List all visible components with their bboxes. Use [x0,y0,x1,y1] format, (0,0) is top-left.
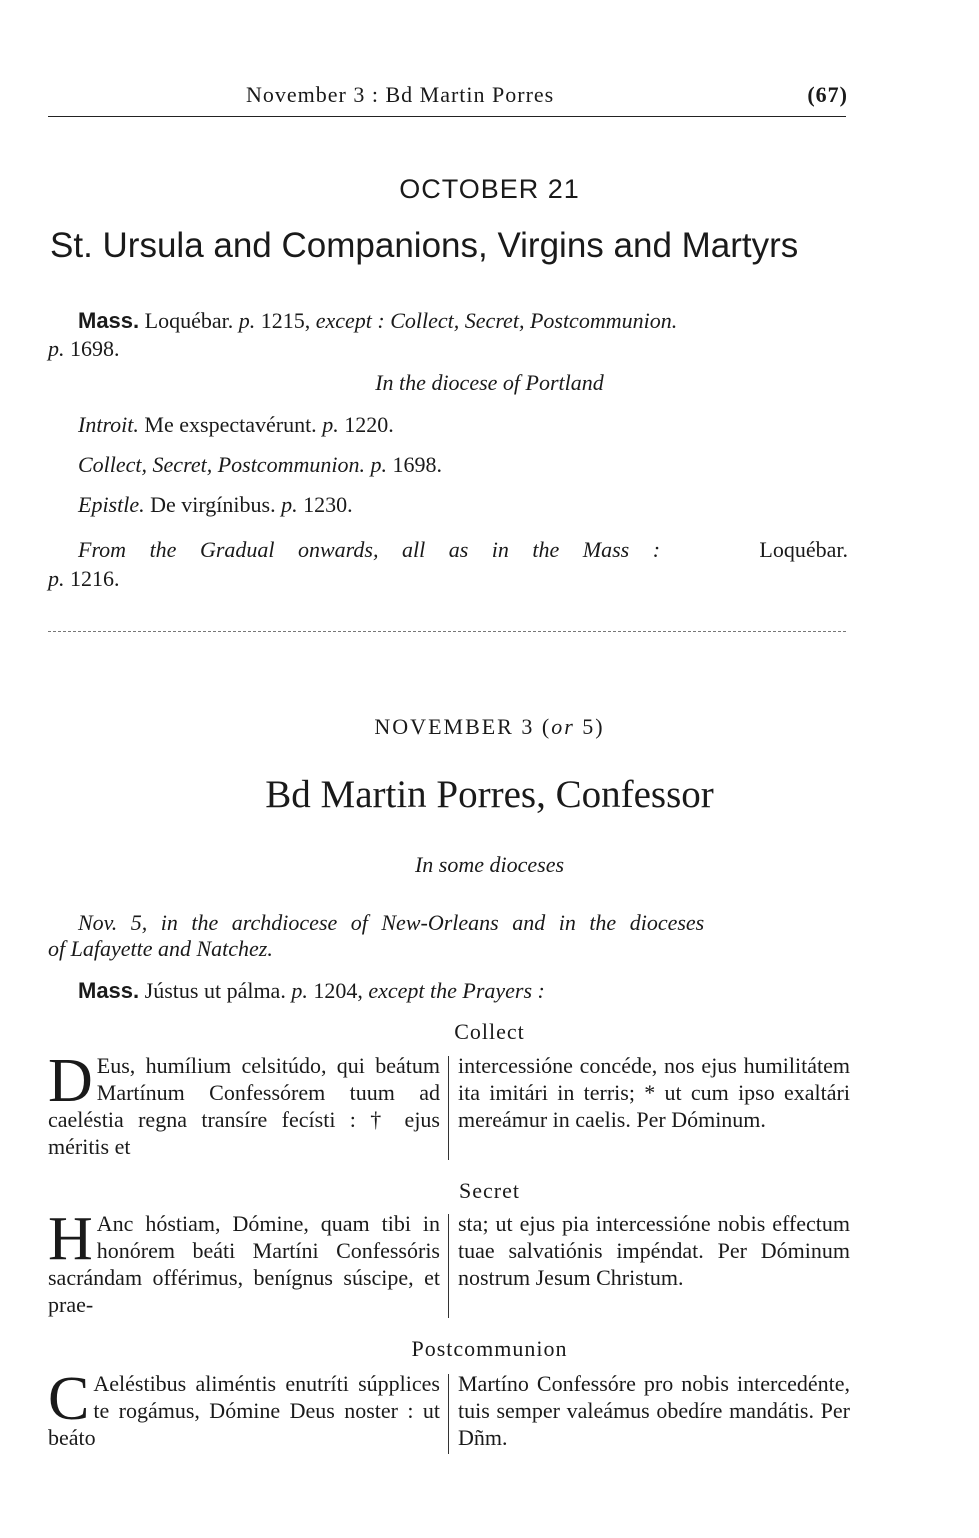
date-or: or [551,714,575,739]
postcommunion-heading: Postcommunion [411,1336,568,1361]
postcommunion-left-text: Aeléstibus aliméntis enutríti súpplices te rogámus, Dómine Deus noster : ut beáto [48,1371,440,1450]
november-date [0,714,979,740]
drop-capital: D [48,1047,93,1115]
collect-secret-label: Collect, Secret, Postcommunion. p. [78,452,387,477]
page-ref: 1216. [64,566,120,591]
october-feast-title: St. Ursula and Companions, Virgins and Martyrs [50,226,799,265]
drop-capital: H [48,1205,93,1273]
november-feast-title: Bd Martin Porres, Confessor [265,773,714,816]
page-abbrev: p. [322,412,339,437]
running-head [48,82,848,112]
postcommunion-text [48,1365,850,1456]
page-abbrev: p. [48,566,65,591]
mass-exceptions: except the Prayers : [368,978,545,1003]
drop-capital: C [48,1365,90,1433]
column-divider [448,1374,449,1454]
postcommunion-right-column [458,1370,850,1451]
page-abbrev: p. [291,978,308,1003]
postcommunion-left-column [48,1365,440,1451]
november-note-1: Nov. 5, in the archdiocese of New-Orleans and in the dioceses [78,910,705,935]
page-number: (67) [807,82,848,107]
collect-right-column [458,1052,850,1133]
collect-secret-line [78,452,442,478]
epistle-incipit: De virgínibus. [144,492,282,517]
page-ref: 1215, [255,308,316,333]
page-ref: 1204, [307,978,369,1003]
gradual-line [78,537,848,563]
introit-line [78,412,394,438]
mass-incipit: Loquébar. [139,308,239,333]
collect-text [48,1047,850,1164]
mass-label: Mass. [78,308,140,333]
section-divider [48,631,846,632]
secret-left-column [48,1205,440,1318]
page-ref: 1698. [64,336,120,361]
introit-incipit: Me exspectavérunt. [138,412,323,437]
page-ref: 1230. [297,492,353,517]
running-head-title: November 3 : Bd Martin Porres [246,82,555,107]
column-divider [448,1214,449,1318]
mass-incipit: Jústus ut pálma. [139,978,292,1003]
november-note-2: of Lafayette and Natchez. [48,936,273,961]
postcommunion-right-text: Martíno Confessóre pro nobis intercedénte, tuis semper valeámus obedíre mandátis. Per Dñm. [458,1371,850,1450]
gradual-note: From the Gradual onwards, all as in the Mass : [78,537,661,562]
november-subtitle: In some dioceses [414,852,565,877]
october-mass-line-cont [48,336,120,362]
collect-right-text: intercessióne concéde, nos ejus humilitátem ita imitári in terris; * ut cum ipso exaltári mereámur in caelis. Per Dóminum. [458,1053,850,1132]
october-mass-line [78,308,677,334]
page-ref: 1698. [386,452,442,477]
date-text: NOVEMBER 3 ( [374,714,552,739]
date-alt: 5) [574,714,605,739]
epistle-line [78,492,353,518]
secret-right-text: sta; ut ejus pia intercessióne nobis effectum tuae salvatiónis impéndat. Per Dóminum nostrum Jesum Christum. [458,1211,850,1290]
mass-label: Mass. [78,978,140,1003]
october-date: OCTOBER 21 [399,174,580,204]
column-divider [448,1056,449,1160]
secret-heading: Secret [459,1178,520,1203]
secret-right-column [458,1210,850,1291]
epistle-label: Epistle. [78,492,145,517]
collect-left-text: Eus, humílium celsitúdo, qui beátum Martínum Confessórem tuum ad caeléstia regna transíre fecísti : † ejus méritis et [48,1053,440,1159]
diocese-note: In the diocese of Portland [375,370,604,395]
page-ref: 1220. [338,412,394,437]
secret-text [48,1205,850,1322]
page-abbrev: p. [238,308,256,333]
header-rule [48,116,846,117]
secret-left-text: Anc hóstiam, Dómine, quam tibi in honórem beáti Martíni Confessóris sacrándam offérimus, benígnus súscipe, et prae- [48,1211,440,1317]
collect-left-column [48,1047,440,1160]
collect-heading: Collect [454,1019,525,1044]
introit-label: Introit. [78,412,139,437]
page-abbrev: p. [281,492,298,517]
gradual-incipit: Loquébar. [759,537,848,562]
november-mass-line [78,978,545,1004]
mass-exceptions: except : Collect, Secret, Postcommunion. [315,308,678,333]
page-abbrev: p. [48,336,65,361]
gradual-line-cont [48,566,120,592]
